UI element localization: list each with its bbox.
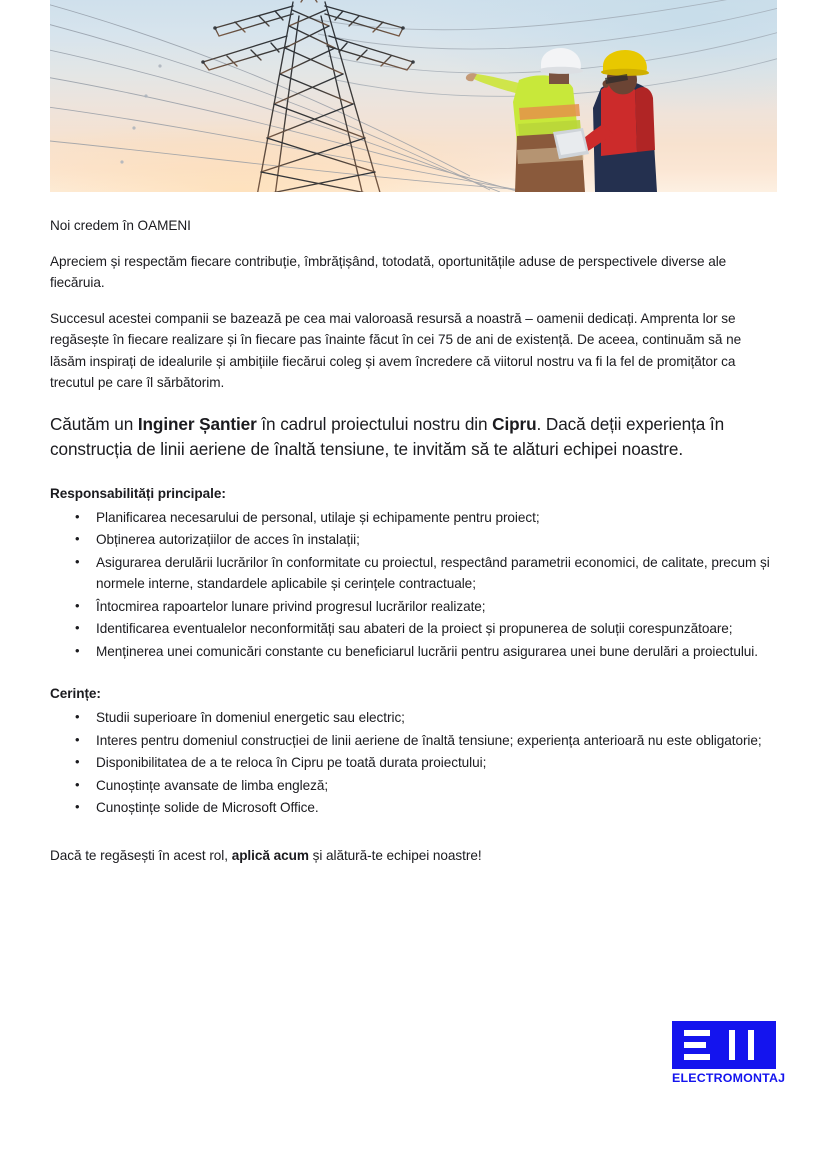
list-item: • Disponibilitatea de a te reloca în Cipru pe toată durata proiectului;: [50, 752, 779, 774]
list-item: • Identificarea eventualelor neconformități sau abateri de la proiect și propunerea de soluții corespunzătoare;: [50, 618, 779, 640]
role-announcement: [50, 412, 779, 462]
list-item: • Obținerea autorizațiilor de acces în instalații;: [50, 529, 779, 551]
apply-now-emphasis: aplică acum: [231, 847, 309, 863]
list-item: • Asigurarea derulării lucrărilor în conformitate cu proiectul, respectând parametrii economici, de calitate, precum și normele interne, standardele aplicabile și cerințele contractuale;: [50, 552, 779, 595]
list-item: • Cunoștințe avansate de limba engleză;: [50, 775, 779, 797]
list-item: • Cunoștințe solide de Microsoft Office.: [50, 797, 779, 819]
paragraph-company-history: Succesul acestei companii se bazează pe cea mai valoroasă resursă a noastră – oamenii dedicați. Amprenta lor se regăsește în fiecare realizare și în fiecare pas înainte făcut în cei 75 de ani de existență. De aceea, continuăm să ne lăsăm inspirați de idealurile și ambițiile fiecărui coleg și avem încredere că viitorul nostru va fi la fel de promițător ca trecutul pe care îl sărbătorim.: [50, 310, 742, 390]
responsibilities-list: [50, 507, 779, 663]
company-logo: [672, 1021, 786, 1093]
transmission-tower-graphic: [175, 0, 435, 192]
intro-line: Noi credem în OAMENI: [50, 218, 191, 233]
paragraph-values: Apreciem și respectăm fiecare contribuție, îmbrățișând, totodată, oportunitățile aduse de perspectivele diverse ale fiecăruia.: [50, 253, 727, 290]
job-posting-body: [50, 215, 779, 866]
logo-wordmark: ELECTROMONTAJ: [672, 1071, 786, 1085]
list-item: • Menținerea unei comunicări constante cu beneficiarul lucrării pentru asigurarea unei bune derulări a proiectului.: [50, 641, 779, 663]
closing-text-1: Dacă te regăsești în acest rol,: [50, 847, 232, 863]
requirements-heading: Cerințe:: [50, 686, 101, 701]
lead-text-2: în cadrul proiectului nostru din: [256, 413, 493, 434]
worker-left: [466, 48, 585, 192]
engineers-figures-graphic: [461, 32, 691, 192]
role-title: Inginer Șantier: [137, 413, 257, 434]
closing-call-to-action: [50, 845, 779, 867]
list-item: • Întocmirea rapoartelor lunare privind progresul lucrărilor realizate;: [50, 596, 779, 618]
lead-text-3: . Dacă deții experiența în construcția de linii aeriene de înaltă tensiune, te invităm să te alături echipei noastre.: [50, 413, 725, 459]
responsibilities-heading: Responsabilități principale:: [50, 485, 226, 501]
hero-image: [50, 0, 777, 192]
lead-text-1: Căutăm un: [50, 413, 138, 434]
list-item: • Studii superioare în domeniul energetic sau electric;: [50, 707, 779, 729]
list-item: • Planificarea necesarului de personal, utilaje și echipamente pentru proiect;: [50, 507, 779, 529]
closing-text-2: și alătură-te echipei noastre!: [308, 847, 482, 863]
list-item: • Interes pentru domeniul construcției de linii aeriene de înaltă tensiune; experiența anterioară nu este obligatorie;: [50, 730, 779, 752]
requirements-list: [50, 707, 779, 819]
em-monogram-icon: [672, 1021, 776, 1069]
role-location: Cipru: [492, 413, 537, 434]
